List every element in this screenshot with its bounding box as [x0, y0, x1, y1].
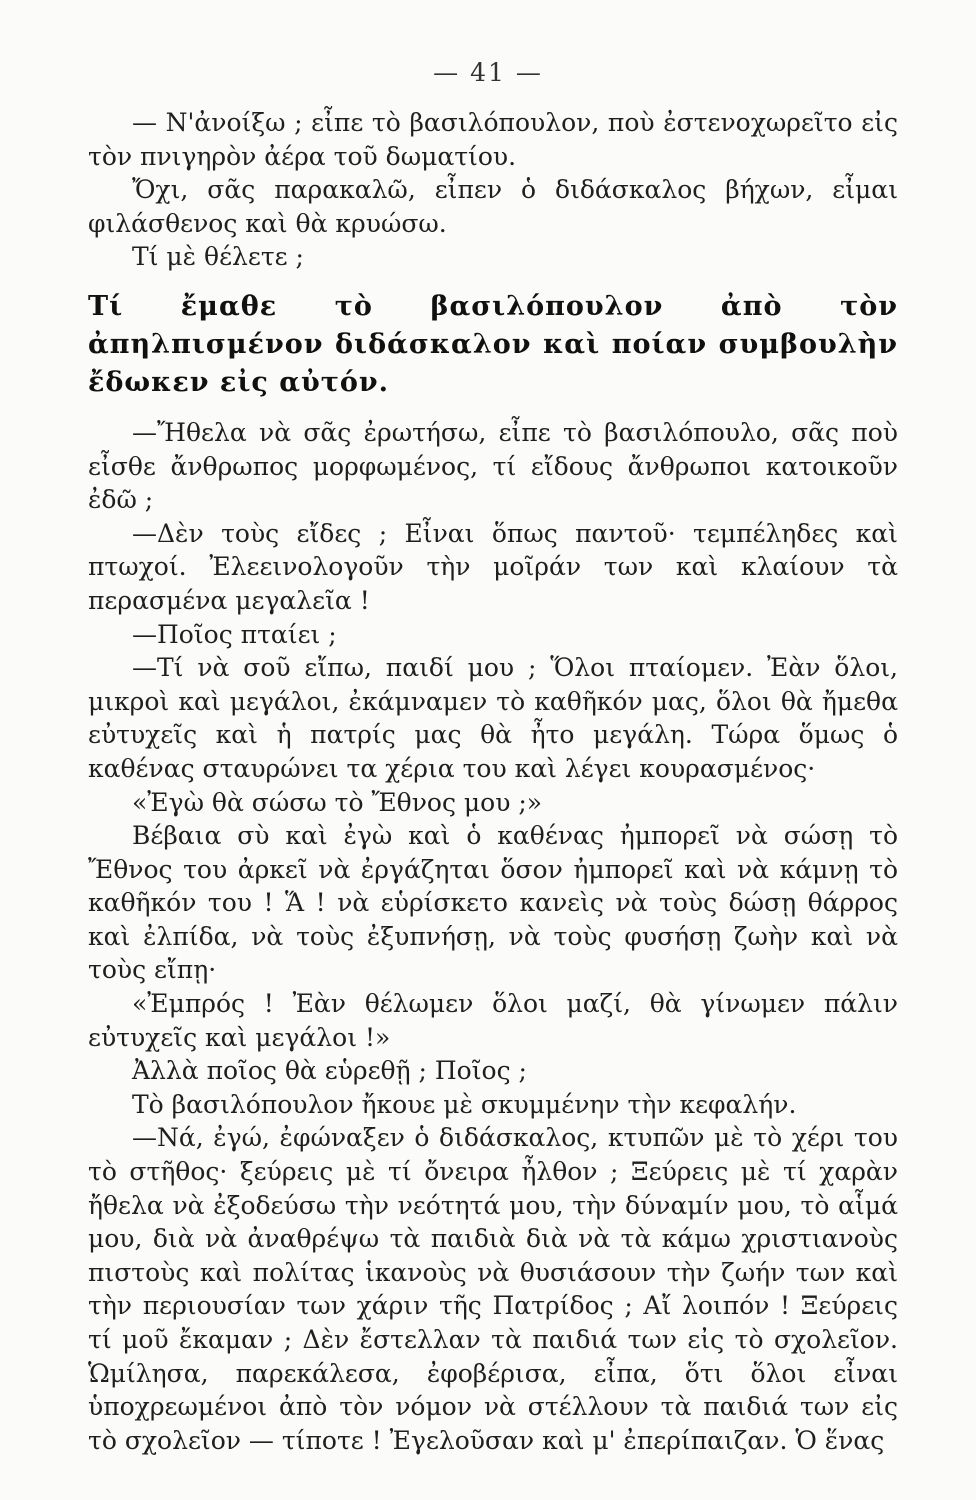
paragraph: —Νά, ἐγώ, ἐφώναξεν ὁ διδάσκαλος, κτυπῶν μὲ τὸ χέρι του τὸ στῆθος· ξεύρεις μὲ τί ὄνειρα ἦλθον ; Ξεύρεις μὲ τί χαρὰν ἤθελα νὰ ἐξοδεύσω τὴν νεότητά μου, τὴν δύναμίν μου, τὸ αἷμά μου, διὰ νὰ ἀναθρέψω τὰ παιδιὰ διὰ νὰ τὰ κάμω χριστιανοὺς πιστοὺς καὶ πολίτας ἱκανοὺς νὰ θυσιάσουν τὴν ζωήν των καὶ τὴν περιουσίαν των χάριν τῆς Πατρίδος ; Αἴ λοιπόν ! Ξεύρεις τί μοῦ ἔκαμαν ; Δὲν ἔστελλαν τὰ παιδιά των εἰς τὸ σχολεῖον. Ὡμίλησα, παρεκάλεσα, ἐφοβέρισα, εἶπα, ὅτι ὅλοι εἶναι ὑποχρεωμένοι ἀπὸ τὸν νόμον νὰ στέλλουν τὰ παιδιά των εἰς τὸ σχολεῖον — τίποτε ! Ἐγελοῦσαν καὶ μ' ἐπερίπαιζαν. Ὁ ἕνας — [88, 1123, 898, 1455]
page-number: — 41 — — [433, 58, 543, 87]
paragraph: «Ἐμπρός ! Ἐὰν θέλωμεν ὅλοι μαζί, θὰ γίνωμεν πάλιν εὐτυχεῖς καὶ μεγάλοι !» — [88, 989, 898, 1052]
page-body — [88, 106, 898, 1457]
paragraph: —Ποῖος πταίει ; — [132, 619, 337, 649]
paragraph: Τὸ βασιλόπουλον ἤκουε μὲ σκυμμένην τὴν κεφαλήν. — [132, 1089, 797, 1119]
paragraph: —Τί νὰ σοῦ εἴπω, παιδί μου ; Ὅλοι πταίομεν. Ἐὰν ὅλοι, μικροὶ καὶ μεγάλοι, ἐκάμναμεν τὸ καθῆκόν μας, ὅλοι θὰ ἤμεθα εὐτυχεῖς καὶ ἡ πατρίς μας θὰ ἦτο μεγάλη. Τώρα ὅμως ὁ καθένας σταυρώνει τα χέρια του καὶ λέγει κουρασμένος· — [88, 653, 898, 783]
paragraph: —Ἤθελα νὰ σᾶς ἐρωτήσω, εἶπε τὸ βασιλόπουλο, σᾶς ποὺ εἶσθε ἄνθρωπος μορφωμένος, τί εἴδους ἄνθρωποι κατοικοῦν ἐδῶ ; — [88, 417, 898, 515]
paragraph: Ἀλλὰ ποῖος θὰ εὑρεθῇ ; Ποῖος ; — [132, 1056, 527, 1086]
paragraph: «Ἐγὼ θὰ σώσω τὸ Ἔθνος μου ;» — [132, 787, 543, 817]
paragraph: — Ν'ἀνοίξω ; εἶπε τὸ βασιλόπουλον, ποὺ ἐστενοχωρεῖτο εἰς τὸν πνιγηρὸν ἀέρα τοῦ δωματίου. — [88, 108, 898, 171]
paragraph: —Δὲν τοὺς εἴδες ; Εἶναι ὅπως παντοῦ· τεμπέληδες καὶ πτωχοί. Ἐλεεινολογοῦν τὴν μοῖράν των καὶ κλαίουν τὰ περασμένα μεγαλεῖα ! — [88, 518, 898, 615]
paragraph: Τί μὲ θέλετε ; — [132, 242, 304, 272]
paragraph: Βέβαια σὺ καὶ ἐγὼ καὶ ὁ καθένας ἠμπορεῖ νὰ σώσῃ τὸ Ἔθνος του ἀρκεῖ νὰ ἐργάζηται ὅσον ἠμπορεῖ καὶ νὰ κάμνῃ τὸ καθῆκόν του ! Ἅ ! νὰ εὑρίσκετο κανεὶς νὰ τοὺς δώσῃ θάρρος καὶ ἐλπίδα, νὰ τοὺς ἐξυπνήσῃ, νὰ τοὺς φυσήσῃ ζωὴν καὶ νὰ τοὺς εἴπῃ· — [88, 821, 898, 985]
section-heading: Τί ἔμαθε τὸ βασιλόπουλον ἀπὸ τὸν ἀπηλπισμένον διδάσκαλον καὶ ποίαν συμβουλὴν ἔδωκεν εἰς αὐτόν. — [88, 290, 898, 398]
paragraph: Ὄχι, σᾶς παρακαλῶ, εἶπεν ὁ διδάσκαλος βήχων, εἶμαι φιλάσθενος καὶ θὰ κρυώσω. — [88, 175, 898, 238]
